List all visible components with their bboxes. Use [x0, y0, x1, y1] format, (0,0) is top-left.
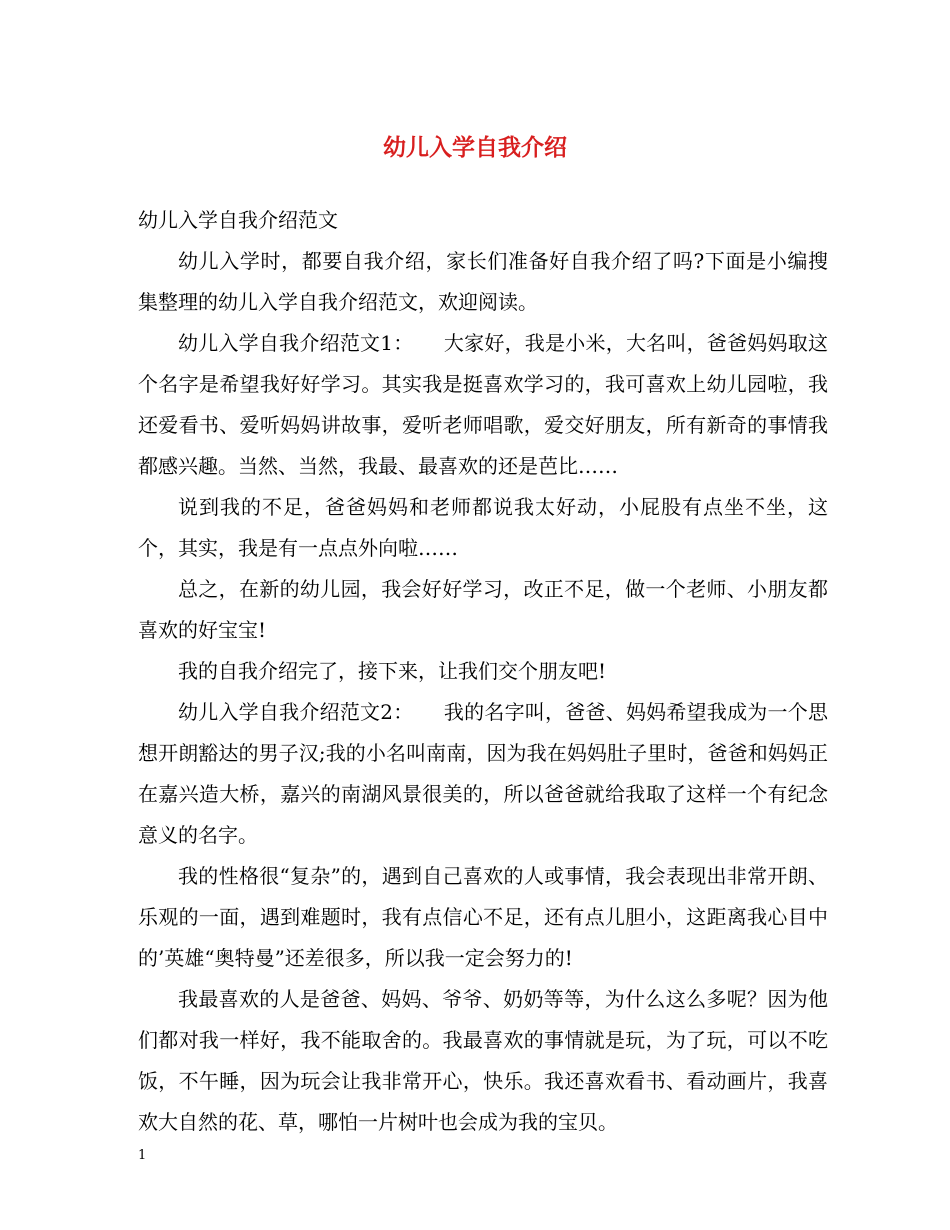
paragraph-personality: 我的性格很“复杂”的，遇到自己喜欢的人或事情，我会表现出非常开朗、乐观的一面，遇到难题时，我有点信心不足，还有点儿胆小，这距离我心目中的’英雄“奥特曼”还差很多，所以我一定会努力的!: [138, 864, 828, 970]
paragraph-favorites: 我最喜欢的人是爸爸、妈妈、爷爷、奶奶等等，为什么这么多呢？因为他们都对我一样好，我不能取舍的。我最喜欢的事情就是玩，为了玩，可以不吃饭，不午睡，因为玩会让我非常开心，快乐。我还喜欢看书、看动画片，我喜欢大自然的花、草，哪怕一片树叶也会成为我的宝贝。: [138, 987, 828, 1134]
paragraph-conclusion: 总之，在新的幼儿园，我会好好学习，改正不足，做一个老师、小朋友都喜欢的好宝宝!: [138, 577, 828, 642]
paragraph-ending: 我的自我介绍完了，接下来，让我们交个朋友吧!: [178, 659, 607, 683]
paragraph-sample-1: 幼儿入学自我介绍范文1： 大家好，我是小米，大名叫，爸爸妈妈取这个名字是希望我好好学习。其实我是挺喜欢学习的，我可喜欢上幼儿园啦，我还爱看书、爱听妈妈讲故事，爱听老师唱歌，爱交好朋友，所有新奇的事情我都感兴趣。当然、当然，我最、最喜欢的还是芭比……: [138, 331, 828, 478]
paragraph-sample-2: 幼儿入学自我介绍范文2： 我的名字叫，爸爸、妈妈希望我成为一个思想开朗豁达的男子汉;我的小名叫南南，因为我在妈妈肚子里时，爸爸和妈妈正在嘉兴造大桥，嘉兴的南湖风景很美的，所以爸爸就给我取了这样一个有纪念意义的名字。: [138, 700, 828, 847]
document-title: 幼儿入学自我介绍: [383, 134, 567, 161]
paragraph-shortcoming: 说到我的不足，爸爸妈妈和老师都说我太好动，小屁股有点坐不坐，这个，其实，我是有一点点外向啦……: [138, 495, 828, 560]
document-body: [138, 200, 828, 1143]
page-number: 1: [138, 1148, 147, 1163]
paragraph-intro: 幼儿入学时，都要自我介绍，家长们准备好自我介绍了吗?下面是小编搜集整理的幼儿入学自我介绍范文，欢迎阅读。: [138, 249, 828, 314]
document-subtitle: 幼儿入学自我介绍范文: [138, 208, 338, 232]
